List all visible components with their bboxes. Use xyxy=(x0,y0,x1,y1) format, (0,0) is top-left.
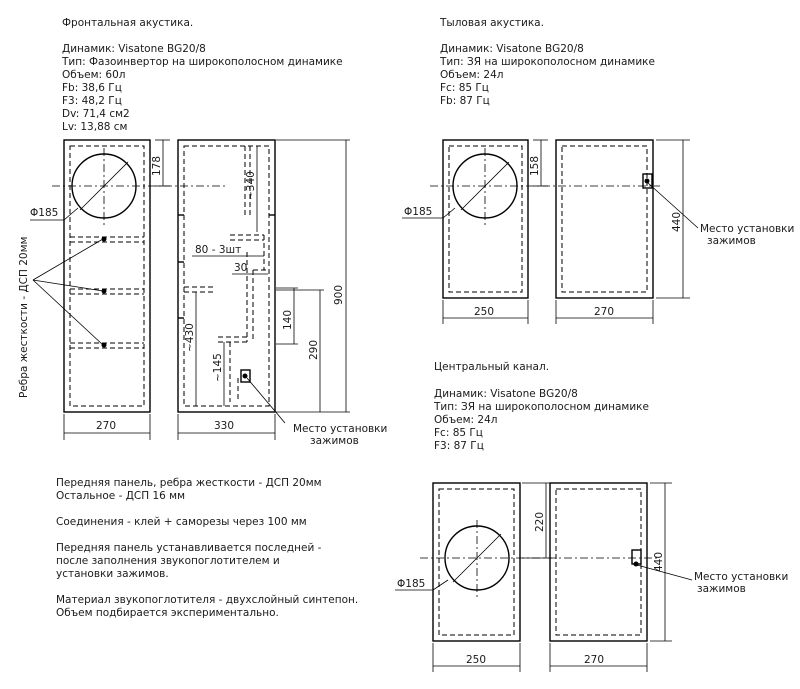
front-title: Фронтальная акустика. xyxy=(62,17,194,29)
note-line: Соединения - клей + саморезы через 100 мм xyxy=(56,516,307,528)
center-specs xyxy=(433,388,649,452)
rear-dim-top: 158 xyxy=(529,155,541,176)
front-spec-line: Тип: Фазоинвертор на широкополосном динамике xyxy=(62,56,343,68)
rear-dim-width-front: 250 xyxy=(474,306,495,318)
front-dim-290: 290 xyxy=(308,339,320,360)
center-dim-height: 440 xyxy=(653,551,665,572)
center-dim-width-front: 250 xyxy=(466,654,487,666)
note-line: установки зажимов. xyxy=(56,568,169,580)
center-spec-line: Динамик: Visatone BG20/8 xyxy=(434,388,578,400)
center-speaker-side-view xyxy=(550,483,647,641)
note-line: Передняя панель устанавливается последней - xyxy=(56,542,322,554)
rear-speaker-front-view xyxy=(430,140,660,298)
front-dim-top: 178 xyxy=(151,155,163,176)
rear-terminal-label: Место установки xyxy=(700,223,795,235)
center-terminal-label: зажимов xyxy=(697,583,746,595)
note-line: Объем подбирается экспериментально. xyxy=(56,607,279,619)
front-terminal-label: Место установки xyxy=(293,423,388,435)
front-specs xyxy=(61,43,343,133)
front-dim-140: 140 xyxy=(282,309,294,330)
rear-speaker-side-view xyxy=(556,140,653,298)
rear-dim-diameter: Φ185 xyxy=(404,206,433,218)
front-dim-height: 900 xyxy=(333,284,345,305)
rear-spec-line: Объем: 24л xyxy=(440,69,504,81)
note-line: Передняя панель, ребра жесткости - ДСП 20мм xyxy=(56,477,322,489)
front-dim-width-front: 270 xyxy=(96,420,117,432)
center-spec-line: Тип: ЗЯ на широкополосном динамике xyxy=(434,401,649,413)
front-dim-30: 30 xyxy=(234,262,248,274)
front-dim-diameter: Φ185 xyxy=(30,207,59,219)
note-line: Материал звукопоглотителя - двухслойный синтепон. xyxy=(56,594,359,606)
center-title: Центральный канал. xyxy=(434,361,550,373)
front-terminal-label: зажимов xyxy=(310,435,359,447)
front-dim-80: 80 - 3шт xyxy=(195,244,242,256)
front-ribs-label: Ребра жесткости - ДСП 20мм xyxy=(18,236,30,398)
rear-dim-width-side: 270 xyxy=(594,306,615,318)
front-spec-line: Объем: 60л xyxy=(62,69,126,81)
rear-spec-line: Тип: ЗЯ на широкополосном динамике xyxy=(440,56,655,68)
center-dim-width-side: 270 xyxy=(584,654,605,666)
front-spec-line: Lv: 13,88 см xyxy=(62,121,128,133)
center-terminal-label: Место установки xyxy=(694,571,789,583)
center-dim-top: 220 xyxy=(534,511,546,532)
front-speaker-side-view xyxy=(178,140,275,412)
note-line: после заполнения звукопоглотителем и xyxy=(56,555,280,567)
front-dim-width-side: 330 xyxy=(214,420,235,432)
front-spec-line: Dv: 71,4 см2 xyxy=(62,108,130,120)
rear-title: Тыловая акустика. xyxy=(440,17,544,29)
center-dim-diameter: Φ185 xyxy=(397,578,426,590)
construction-notes xyxy=(56,477,358,619)
front-spec-line: Fb: 38,6 Гц xyxy=(62,82,122,94)
front-spec-line: Динамик: Visatone BG20/8 xyxy=(62,43,206,55)
center-spec-line: Объем: 24л xyxy=(434,414,498,426)
front-dim-340: ~340 xyxy=(245,171,257,200)
rear-spec-line: Fc: 85 Гц xyxy=(440,82,489,94)
center-speaker-front-view xyxy=(420,483,660,641)
rear-dim-height: 440 xyxy=(671,211,683,232)
rear-spec-line: Fb: 87 Гц xyxy=(440,95,490,107)
front-speaker-front-view xyxy=(52,140,225,412)
front-dim-145: ~145 xyxy=(212,353,224,382)
rear-specs xyxy=(439,43,655,107)
note-line: Остальное - ДСП 16 мм xyxy=(56,490,186,502)
rear-terminal-label: зажимов xyxy=(707,235,756,247)
front-dim-430: ~430 xyxy=(184,323,196,352)
front-spec-line: F3: 48,2 Гц xyxy=(62,95,122,107)
center-spec-line: F3: 87 Гц xyxy=(434,440,484,452)
rear-spec-line: Динамик: Visatone BG20/8 xyxy=(440,43,584,55)
center-spec-line: Fc: 85 Гц xyxy=(434,427,483,439)
